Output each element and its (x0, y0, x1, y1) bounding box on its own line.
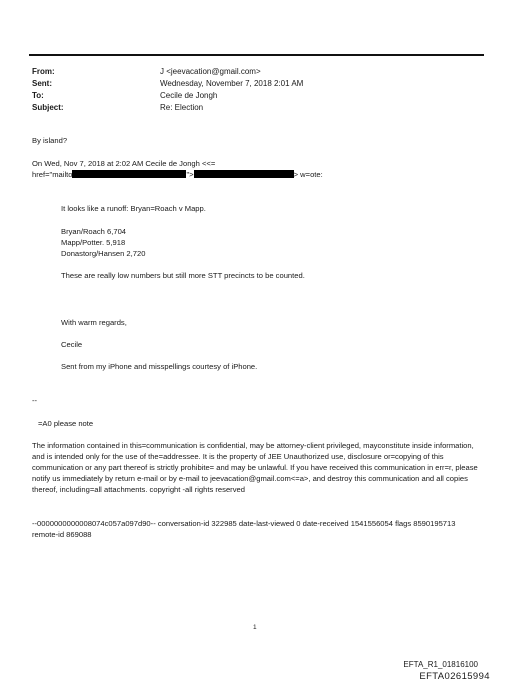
sent-from-text: Sent from my iPhone and misspellings courtesy of iPhone. (61, 362, 258, 371)
sent-value: Wednesday, November 7, 2018 2:01 AM (160, 79, 304, 88)
href-end: > w=ote: (293, 170, 323, 179)
from-row (32, 66, 303, 78)
result-line: Mapp/Potter. 5,918 (61, 238, 126, 247)
signature-text: Cecile (61, 340, 83, 349)
reply-text: By island? (32, 136, 68, 145)
subject-value: Re: Election (160, 103, 204, 112)
quote-intro: On Wed, Nov 7, 2018 at 2:02 AM Cecile de Jongh <<= (32, 159, 216, 168)
quote-href-line (32, 169, 323, 180)
email-header (32, 66, 303, 114)
regards-text: With warm regards, (61, 318, 127, 327)
to-label: To: (32, 91, 44, 100)
href-start: href="mailto (32, 170, 73, 179)
bates-number-secondary: EFTA02615994 (419, 671, 490, 682)
note-text: These are really low numbers but still more STT precincts to be counted. (61, 271, 305, 280)
please-note-text: =A0 please note (38, 419, 94, 428)
message-metadata: --0000000000008074c057a097d90-- conversation-id 322985 date-last-viewed 0 date-received 1541556054 flags 8590195713 remote-id 869088 (32, 519, 456, 539)
disclaimer-text: The information contained in this=communication is confidential, may be attorney-client privileged, mayconstitute inside information, and is intended only for the use of the=addressee. It is the property of JEE Unauthorized use, disclosure or=copying of this communication or any part thereof is strictly prohibite= and may be unlawful. If you have received this communication in err=r, please notify us immediately by return e-mail or by e-mail to jeevacation@gmail.com<=a>, and destroy this communication and all copies thereof, including=all attachments. copyright -all rights reserved (32, 441, 478, 494)
from-label: From: (32, 67, 55, 76)
subject-row (32, 102, 303, 114)
href-mid: "> (186, 170, 194, 179)
bates-number-primary: EFTA_R1_01816100 (403, 660, 478, 669)
sent-label: Sent: (32, 79, 52, 88)
subject-label: Subject: (32, 103, 64, 112)
to-value: Cecile de Jongh (160, 91, 218, 100)
redaction-bar (194, 170, 294, 178)
signature-separator: -- (32, 396, 38, 405)
sent-row (32, 78, 303, 90)
header-divider (29, 54, 484, 56)
result-line: Donastorg/Hansen 2,720 (61, 249, 146, 258)
result-line: Bryan/Roach 6,704 (61, 227, 127, 236)
runoff-text: It looks like a runoff: Bryan=Roach v Mapp. (61, 204, 206, 213)
to-row (32, 90, 303, 102)
from-value: J <jeevacation@gmail.com> (160, 67, 261, 76)
redaction-bar (72, 170, 186, 178)
page-number: 1 (253, 624, 257, 631)
